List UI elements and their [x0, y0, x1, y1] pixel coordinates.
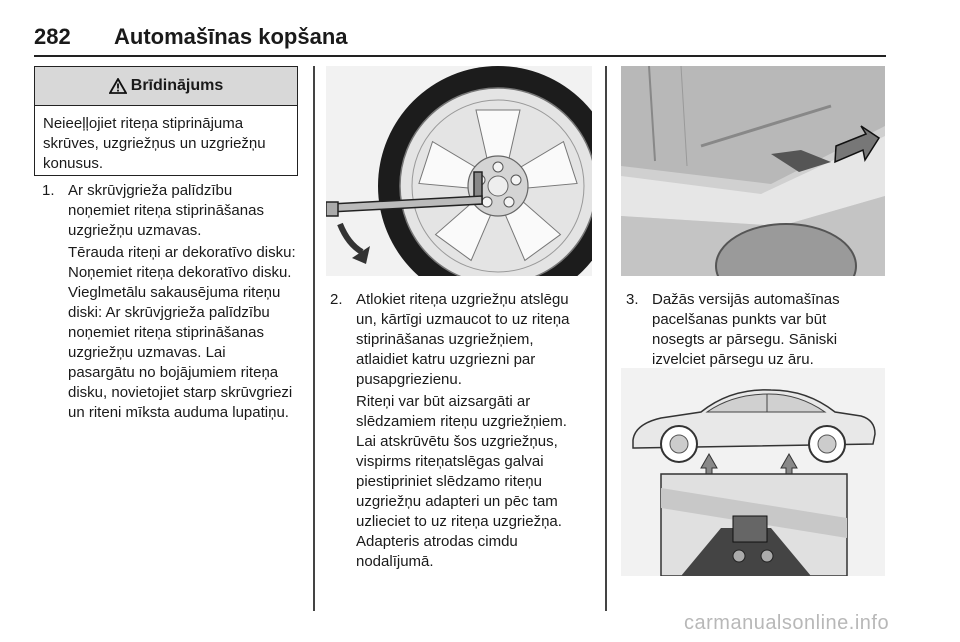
- paragraph-line: Riteņi var būt aizsargāti ar: [356, 393, 531, 410]
- warning-box: [34, 66, 298, 176]
- paragraph-line: uzgriežņu uzmavas. Lai: [68, 344, 226, 361]
- paragraph-line: piestipriniet slēdzamo riteņu: [356, 473, 542, 490]
- paragraph-line: uzlieciet to uz riteņa uzgriežņa.: [356, 513, 562, 530]
- paragraph-line: noņemiet riteņa stiprināšanas: [68, 324, 264, 341]
- alloy-wheels-paragraph: [68, 283, 308, 423]
- paragraph-line: nodalījumā.: [356, 553, 434, 570]
- step-line: Atlokiet riteņa uzgriežņu atslēgu: [356, 291, 569, 308]
- step-line: Ar skrūvjgrieža palīdzību: [68, 182, 233, 199]
- paragraph-line: disku, novietojiet starp skrūvgriezi: [68, 384, 293, 401]
- warning-line: Neieeļļojiet riteņa stiprinājuma: [43, 115, 244, 132]
- header-rule: [34, 55, 886, 57]
- warning-title: Brīdinājums: [130, 77, 224, 94]
- warning-triangle-icon: [109, 78, 127, 94]
- step-number: 2.: [330, 291, 343, 308]
- step-line: atlaidiet katru uzgriezni par: [356, 351, 536, 368]
- paragraph-line: diski: Ar skrūvjgrieža palīdzību: [68, 304, 270, 321]
- underbody-cover-illustration: [621, 66, 885, 276]
- warning-header: [35, 67, 297, 106]
- step-line: noņemiet riteņa stiprināšanas: [68, 202, 264, 219]
- paragraph-line: vispirms riteņatslēgas galvai: [356, 453, 544, 470]
- page-title: Automašīnas kopšana: [114, 24, 348, 49]
- warning-text: [43, 114, 291, 174]
- steel-wheels-paragraph: [68, 243, 308, 283]
- warning-line: skrūves, uzgriežņus un uzgriežņu: [43, 135, 266, 152]
- car-jacking-points-illustration: [621, 368, 885, 576]
- step-line: pacelšanas punkts var būt: [652, 311, 827, 328]
- paragraph-line: Lai atskrūvētu šos uzgriežņus,: [356, 433, 558, 450]
- step-line: stiprināšanas uzgriežņiem,: [356, 331, 534, 348]
- column-divider-1: [313, 66, 315, 611]
- warning-line: konusus.: [43, 155, 104, 172]
- paragraph-line: slēdzamiem riteņu uzgriežņiem.: [356, 413, 567, 430]
- wheel-wrench-illustration: [326, 66, 592, 276]
- locking-nuts-paragraph: [356, 392, 600, 572]
- paragraph-line: Vieglmetālu sakausējuma riteņu: [68, 284, 281, 301]
- step-line: nosegts ar pārsegu. Sāniski: [652, 331, 838, 348]
- paragraph-line: un riteni mīksta auduma lupatiņu.: [68, 404, 289, 421]
- page-number: 282: [34, 24, 71, 49]
- step-number: 3.: [626, 291, 639, 308]
- paragraph-line: uzgriežņu adapteri un pēc tam: [356, 493, 558, 510]
- step-line: izvelciet pārsegu uz āru.: [652, 351, 814, 368]
- paragraph-line: Noņemiet riteņa dekoratīvo disku.: [68, 264, 292, 281]
- watermark: carmanualsonline.info: [684, 612, 890, 634]
- paragraph-line: Adapteris atrodas cimdu: [356, 533, 518, 550]
- paragraph-line: pasargātu no bojājumiem riteņa: [68, 364, 279, 381]
- paragraph-line: Tērauda riteņi ar dekoratīvo disku:: [68, 244, 296, 261]
- step-number: 1.: [42, 182, 55, 199]
- step-line: Dažās versijās automašīnas: [652, 291, 840, 308]
- page-header: [34, 24, 886, 52]
- step-line: pusapgriezienu.: [356, 371, 462, 388]
- column-divider-2: [605, 66, 607, 611]
- step-line: uzgriežņu uzmavas.: [68, 222, 202, 239]
- step-line: un, kārtīgi uzmaucot to uz riteņa: [356, 311, 570, 328]
